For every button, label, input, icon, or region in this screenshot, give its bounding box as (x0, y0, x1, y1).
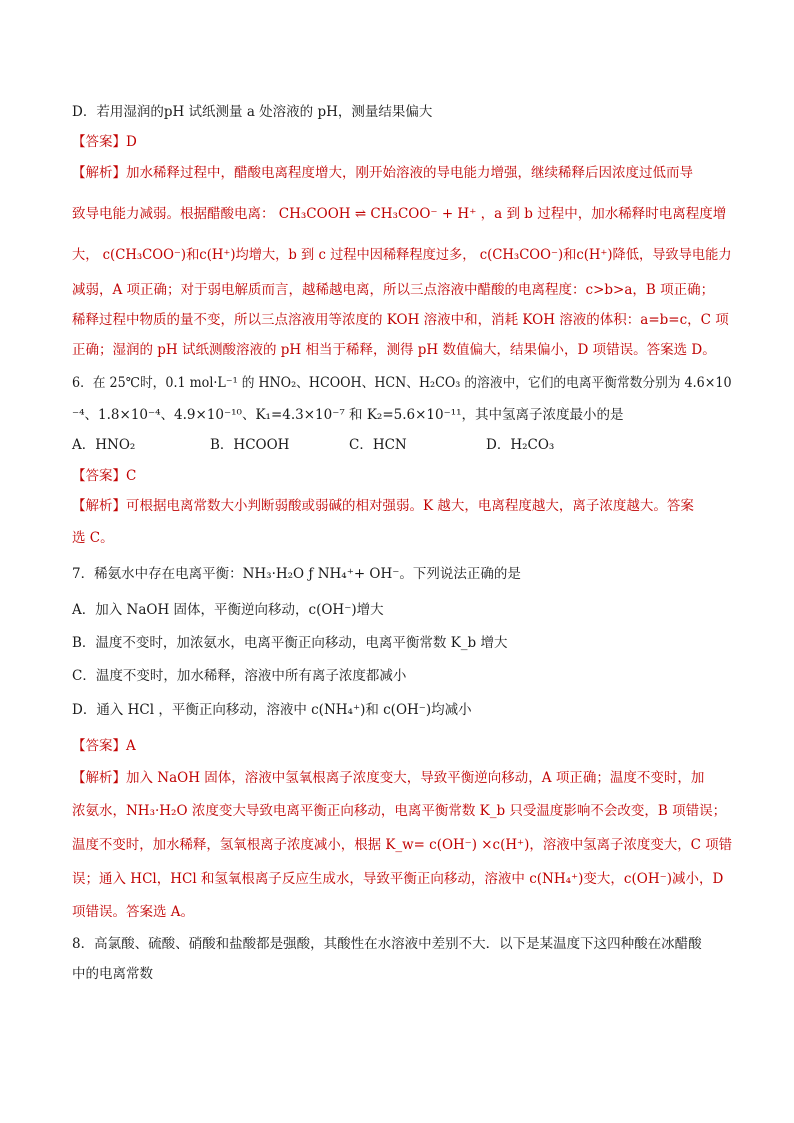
q5-option-d: D．若用湿润的pH 试纸测量 a 处溶液的 pH，测量结果偏大 (72, 104, 433, 120)
answer-tag: 【答案】 (72, 468, 126, 484)
q6-option-c: C．HCN (349, 437, 407, 453)
q6-option-b: B．HCOOH (210, 437, 290, 453)
q7-analysis-line: 【解析】加入 NaOH 固体，溶液中氢氧根离子浓度变大，导致平衡逆向移动，A 项正确；温度不变时，加 (72, 770, 705, 786)
answer-value: A (126, 738, 136, 754)
q7-stem: 7．稀氨水中存在电离平衡：NH₃·H₂O ƒ NH₄⁺+ OH⁻。下列说法正确的是 (72, 566, 521, 582)
q6-analysis-line: 【解析】可根据电离常数大小判断弱酸或弱碱的相对强弱。K 越大，电离程度越大，离子浓度越大。答案 (72, 498, 694, 514)
answer-tag: 【答案】 (72, 738, 126, 754)
q5-analysis-line: 正确；湿润的 pH 试纸测酸溶液的 pH 相当于稀释，测得 pH 数值偏大，结果偏小，D 项错误。答案选 D。 (72, 342, 716, 358)
q7-answer (72, 737, 732, 755)
q5-analysis-line: 大， c(CH₃COO⁻)和c(H⁺)均增大，b 到 c 过程中因稀释程度过多， c(CH₃COO⁻)和c(H⁺)降低，导致导电能力 (72, 247, 732, 263)
q7-analysis-line: 误；通入 HCl，HCl 和氢氧根离子反应生成水，导致平衡正向移动，溶液中 c(NH₄⁺)变大，c(OH⁻)减小，D (72, 871, 724, 887)
answer-value: D (126, 134, 137, 150)
analysis-tag: 【解析】 (72, 770, 126, 786)
q6-option-d: D．H₂CO₃ (486, 437, 555, 453)
q7-analysis-line: 浓氨水，NH₃·H₂O 浓度变大导致电离平衡正向移动，电离平衡常数 K_b 只受温度影响不会改变，B 项错误； (72, 803, 727, 819)
q6-answer (72, 467, 732, 485)
answer-tag: 【答案】 (72, 134, 126, 150)
q5-answer (72, 133, 732, 151)
q5-analysis-line: 【解析】加水稀释过程中，醋酸电离程度增大，刚开始溶液的导电能力增强，继续稀释后因浓度过低而导 (72, 165, 693, 181)
q7-option-c: C．温度不变时，加水稀释，溶液中所有离子浓度都减小 (72, 668, 407, 684)
q7-analysis-line: 温度不变时，加水稀释，氢氧根离子浓度减小，根据 K_w= c(OH⁻) ×c(H⁺)，溶液中氢离子浓度变大，C 项错 (72, 837, 733, 853)
q7-analysis-line: 项错误。答案选 A。 (72, 904, 195, 920)
q7-option-d: D．通入 HCl ，平衡正向移动，溶液中 c(NH₄⁺)和 c(OH⁻)均减小 (72, 702, 472, 718)
answer-value: C (126, 468, 137, 484)
analysis-tag: 【解析】 (72, 498, 126, 514)
q8-stem-line: 中的电离常数 (72, 966, 153, 982)
q8-stem-line: 8．高氯酸、硫酸、硝酸和盐酸都是强酸，其酸性在水溶液中差别不大．以下是某温度下这四种酸在冰醋酸 (72, 936, 702, 952)
q6-analysis-line: 选 C。 (72, 530, 114, 546)
q5-analysis-line: 稀释过程中物质的量不变，所以三点溶液用等浓度的 KOH 溶液中和，消耗 KOH 溶液的体积：a=b=c，C 项 (72, 312, 729, 328)
q6-option-a: A．HNO₂ (72, 437, 136, 453)
q5-analysis-line: 减弱，A 项正确；对于弱电解质而言，越稀越电离，所以三点溶液中醋酸的电离程度：c>b>a，B 项正确； (72, 282, 715, 298)
q7-option-b: B．温度不变时，加浓氨水，电离平衡正向移动，电离平衡常数 K_b 增大 (72, 635, 508, 651)
analysis-tag: 【解析】 (72, 165, 126, 181)
q6-stem-line: ⁻⁴、1.8×10⁻⁴、4.9×10⁻¹⁰、K₁=4.3×10⁻⁷ 和 K₂=5.6×10⁻¹¹，其中氢离子浓度最小的是 (72, 407, 624, 423)
q6-stem-line: 6．在 25℃时，0.1 mol·L⁻¹ 的 HNO₂、HCOOH、HCN、H₂CO₃ 的溶液中，它们的电离平衡常数分别为 4.6×10 (72, 375, 732, 391)
q7-option-a: A．加入 NaOH 固体，平衡逆向移动，c(OH⁻)增大 (72, 602, 384, 618)
q5-analysis-line: 致导电能力减弱。根据醋酸电离： CH₃COOH ⇌ CH₃COO⁻ + H⁺ ，a 到 b 过程中，加水稀释时电离程度增 (72, 206, 727, 222)
